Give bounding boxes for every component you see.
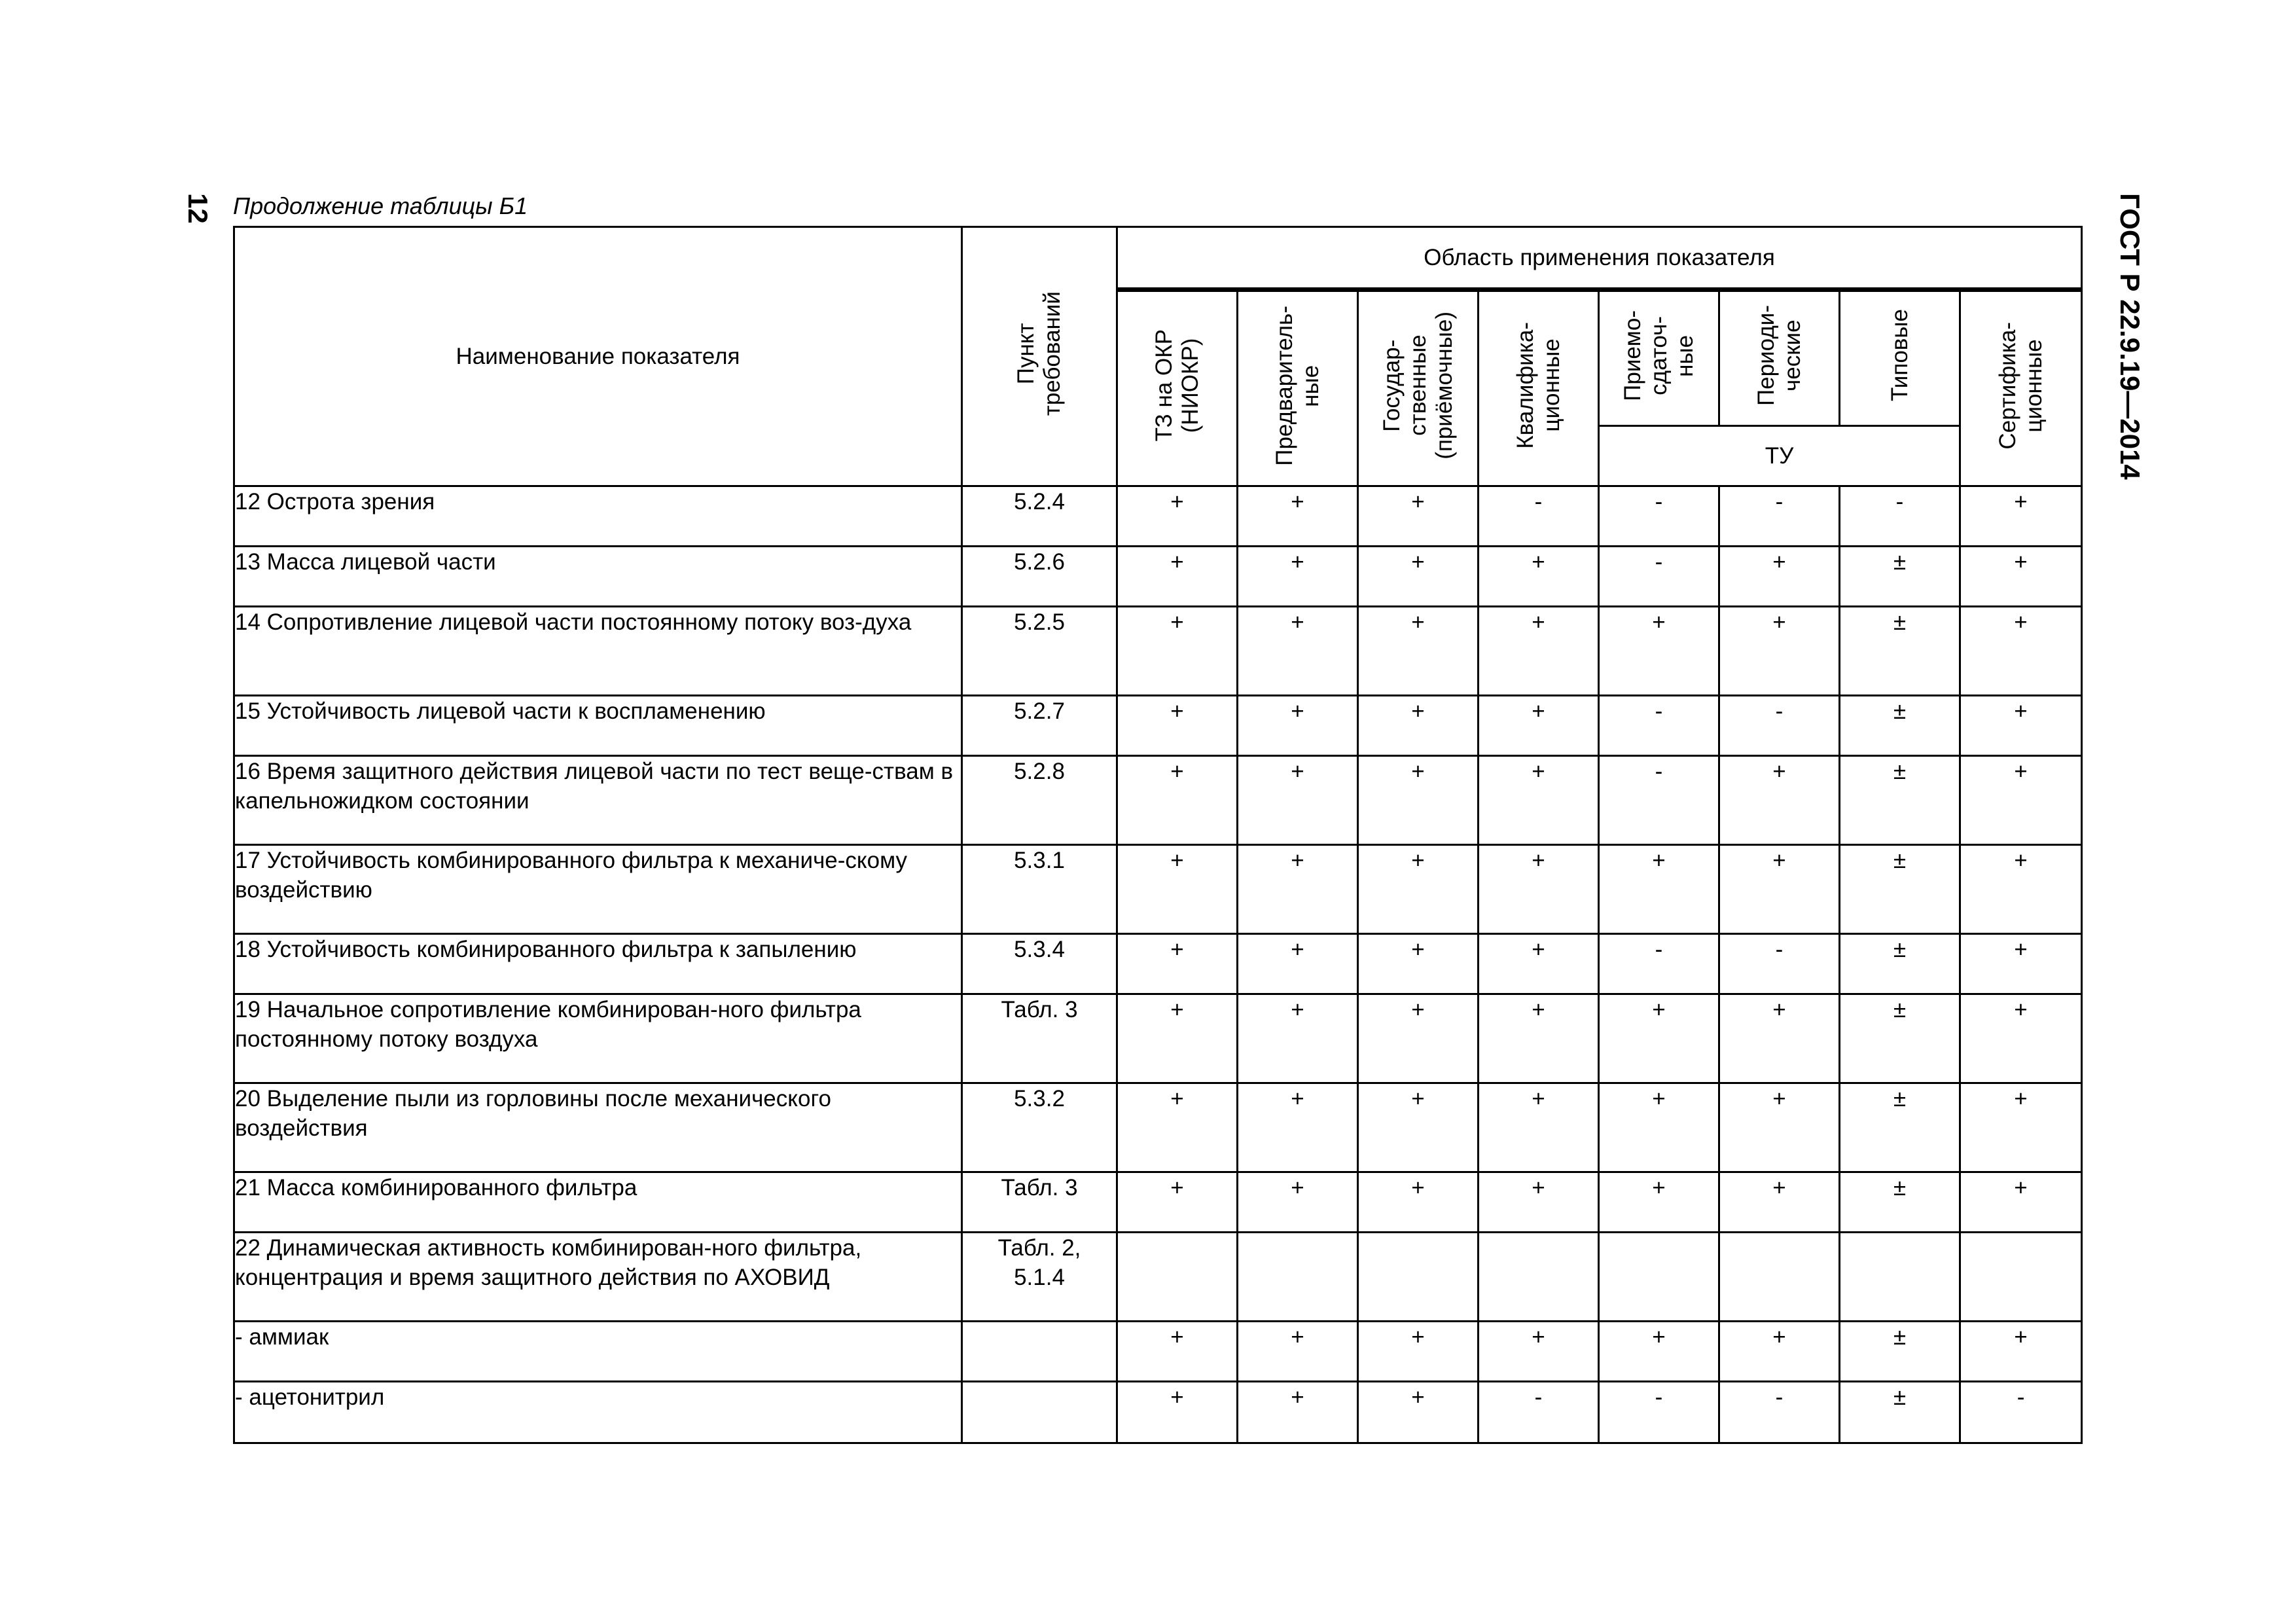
header-col-periodic: [1719, 290, 1840, 426]
row-applicability-mark: +: [1117, 486, 1238, 547]
table-row: [234, 486, 2082, 547]
row-applicability-mark: +: [1960, 994, 2082, 1083]
row-applicability-mark: +: [1719, 1172, 1840, 1233]
row-applicability-mark: ±: [1840, 607, 1960, 696]
row-clause: 5.2.6: [962, 547, 1117, 607]
row-applicability-mark: [1479, 1233, 1599, 1322]
row-indicator-name: 21 Масса комбинированного фильтра: [234, 1172, 962, 1233]
row-applicability-mark: +: [1960, 1083, 2082, 1172]
row-applicability-mark: +: [1238, 1083, 1358, 1172]
row-applicability-mark: [1719, 1233, 1840, 1322]
header-col-state: [1358, 290, 1479, 486]
header-col-text: Приемо- сдаточ- ные: [1619, 310, 1698, 401]
row-applicability-mark: +: [1238, 607, 1358, 696]
row-applicability-mark: +: [1117, 1083, 1238, 1172]
row-applicability-mark: +: [1358, 1322, 1479, 1382]
row-applicability-mark: +: [1358, 486, 1479, 547]
table-row: [234, 1322, 2082, 1382]
row-indicator-name: 15 Устойчивость лицевой части к воспламенению: [234, 696, 962, 756]
row-applicability-mark: +: [1358, 934, 1479, 994]
header-col-text: Сертифика- ционные: [1994, 321, 2047, 450]
row-applicability-mark: +: [1117, 845, 1238, 934]
row-applicability-mark: +: [1960, 1172, 2082, 1233]
row-applicability-mark: -: [1599, 696, 1719, 756]
row-applicability-mark: +: [1238, 1382, 1358, 1443]
row-indicator-name: 22 Динамическая активность комбинирован-ного фильтра, концентрация и время защитного действия по АХОВИД: [234, 1233, 962, 1322]
table-row: [234, 934, 2082, 994]
row-applicability-mark: [1238, 1233, 1358, 1322]
row-applicability-mark: +: [1117, 696, 1238, 756]
row-clause: [962, 1322, 1117, 1382]
header-col-text: Типовые: [1886, 309, 1912, 402]
row-applicability-mark: +: [1238, 934, 1358, 994]
row-clause: 5.3.2: [962, 1083, 1117, 1172]
table-body: [234, 486, 2082, 1443]
header-col-qualification: [1479, 290, 1599, 486]
row-applicability-mark: +: [1358, 1083, 1479, 1172]
row-indicator-name: - ацетонитрил: [234, 1382, 962, 1443]
row-applicability-mark: -: [1599, 486, 1719, 547]
table-row: [234, 607, 2082, 696]
row-indicator-name: 14 Сопротивление лицевой части постоянному потоку воз-духа: [234, 607, 962, 696]
row-indicator-name: - аммиак: [234, 1322, 962, 1382]
row-applicability-mark: +: [1117, 607, 1238, 696]
header-col-acceptance: [1599, 290, 1719, 426]
row-indicator-name: 17 Устойчивость комбинированного фильтра к механиче-скому воздействию: [234, 845, 962, 934]
row-applicability-mark: +: [1960, 934, 2082, 994]
row-applicability-mark: +: [1719, 1083, 1840, 1172]
row-applicability-mark: +: [1238, 845, 1358, 934]
row-indicator-name: 19 Начальное сопротивление комбинирован-ного фильтра постоянному потоку воздуха: [234, 994, 962, 1083]
row-clause: 5.3.4: [962, 934, 1117, 994]
row-applicability-mark: +: [1358, 547, 1479, 607]
row-applicability-mark: +: [1358, 845, 1479, 934]
row-applicability-mark: +: [1238, 547, 1358, 607]
header-scope: Область применения показателя: [1117, 227, 2082, 290]
header-col-tz-okr: [1117, 290, 1238, 486]
indicator-table: [233, 226, 2083, 1444]
row-applicability-mark: -: [1719, 486, 1840, 547]
row-applicability-mark: -: [1599, 934, 1719, 994]
row-clause: Табл. 3: [962, 1172, 1117, 1233]
row-applicability-mark: +: [1238, 486, 1358, 547]
row-applicability-mark: +: [1117, 547, 1238, 607]
row-indicator-name: 18 Устойчивость комбинированного фильтра к запылению: [234, 934, 962, 994]
row-applicability-mark: -: [1479, 486, 1599, 547]
header-col-type: [1840, 290, 1960, 426]
row-indicator-name: 20 Выделение пыли из горловины после механического воздействия: [234, 1083, 962, 1172]
row-applicability-mark: -: [1599, 547, 1719, 607]
row-applicability-mark: [1840, 1233, 1960, 1322]
table-row: [234, 547, 2082, 607]
row-applicability-mark: +: [1358, 607, 1479, 696]
header-name: Наименование показателя: [234, 227, 962, 486]
row-applicability-mark: +: [1599, 607, 1719, 696]
row-applicability-mark: +: [1479, 547, 1599, 607]
row-applicability-mark: +: [1960, 756, 2082, 845]
row-applicability-mark: +: [1599, 1322, 1719, 1382]
row-clause: 5.2.4: [962, 486, 1117, 547]
row-clause: 5.3.1: [962, 845, 1117, 934]
table-row: [234, 1233, 2082, 1322]
row-applicability-mark: +: [1599, 1172, 1719, 1233]
table-row: [234, 1083, 2082, 1172]
header-col-preliminary: [1238, 290, 1358, 486]
row-applicability-mark: +: [1479, 607, 1599, 696]
row-applicability-mark: ±: [1840, 696, 1960, 756]
row-clause: 5.2.7: [962, 696, 1117, 756]
row-applicability-mark: +: [1358, 696, 1479, 756]
row-applicability-mark: +: [1599, 1083, 1719, 1172]
row-applicability-mark: -: [1840, 486, 1960, 547]
row-applicability-mark: +: [1238, 1172, 1358, 1233]
row-applicability-mark: ±: [1840, 1083, 1960, 1172]
row-clause: 5.2.8: [962, 756, 1117, 845]
row-applicability-mark: -: [1719, 934, 1840, 994]
header-col-text: Квалифика- ционные: [1512, 322, 1564, 449]
row-applicability-mark: +: [1238, 756, 1358, 845]
row-applicability-mark: -: [1599, 756, 1719, 845]
row-applicability-mark: +: [1358, 756, 1479, 845]
row-applicability-mark: -: [1479, 1382, 1599, 1443]
page-number: 12: [183, 193, 213, 224]
row-applicability-mark: +: [1960, 696, 2082, 756]
header-col-text: Предваритель- ные: [1271, 305, 1323, 466]
row-applicability-mark: +: [1117, 1382, 1238, 1443]
row-applicability-mark: +: [1479, 934, 1599, 994]
table-row: [234, 1172, 2082, 1233]
row-applicability-mark: -: [1719, 1382, 1840, 1443]
row-indicator-name: 12 Острота зрения: [234, 486, 962, 547]
row-applicability-mark: +: [1960, 486, 2082, 547]
row-applicability-mark: [1960, 1233, 2082, 1322]
row-applicability-mark: ±: [1840, 756, 1960, 845]
row-clause: 5.2.5: [962, 607, 1117, 696]
row-clause: [962, 1382, 1117, 1443]
row-applicability-mark: ±: [1840, 845, 1960, 934]
row-applicability-mark: +: [1719, 994, 1840, 1083]
row-indicator-name: 13 Масса лицевой части: [234, 547, 962, 607]
row-applicability-mark: -: [1960, 1382, 2082, 1443]
row-applicability-mark: +: [1238, 1322, 1358, 1382]
row-applicability-mark: +: [1599, 845, 1719, 934]
row-applicability-mark: ±: [1840, 934, 1960, 994]
row-applicability-mark: +: [1238, 994, 1358, 1083]
row-applicability-mark: +: [1117, 756, 1238, 845]
header-col-text: Периоди- ческие: [1753, 305, 1805, 406]
row-applicability-mark: +: [1238, 696, 1358, 756]
row-applicability-mark: ±: [1840, 547, 1960, 607]
row-applicability-mark: +: [1117, 1322, 1238, 1382]
table-row: [234, 696, 2082, 756]
row-applicability-mark: +: [1479, 845, 1599, 934]
row-indicator-name: 16 Время защитного действия лицевой части по тест веще-ствам в капельножидком состоянии: [234, 756, 962, 845]
row-applicability-mark: +: [1960, 1322, 2082, 1382]
row-applicability-mark: ±: [1840, 1382, 1960, 1443]
row-applicability-mark: +: [1479, 994, 1599, 1083]
row-applicability-mark: [1358, 1233, 1479, 1322]
row-applicability-mark: [1117, 1233, 1238, 1322]
row-applicability-mark: +: [1358, 1382, 1479, 1443]
row-applicability-mark: +: [1117, 1172, 1238, 1233]
row-applicability-mark: +: [1960, 845, 2082, 934]
header-tu: ТУ: [1599, 426, 1960, 486]
table-row: [234, 994, 2082, 1083]
row-applicability-mark: +: [1719, 607, 1840, 696]
row-applicability-mark: +: [1479, 696, 1599, 756]
row-clause: Табл. 3: [962, 994, 1117, 1083]
document-code: ГОСТ Р 22.9.19—2014: [2115, 193, 2145, 480]
row-applicability-mark: +: [1479, 1083, 1599, 1172]
row-applicability-mark: +: [1599, 994, 1719, 1083]
row-applicability-mark: +: [1479, 1322, 1599, 1382]
row-applicability-mark: +: [1358, 994, 1479, 1083]
table-row: [234, 756, 2082, 845]
row-applicability-mark: ±: [1840, 994, 1960, 1083]
table-continuation-caption: Продолжение таблицы Б1: [233, 192, 528, 219]
row-applicability-mark: +: [1719, 1322, 1840, 1382]
row-applicability-mark: +: [1960, 547, 2082, 607]
row-applicability-mark: -: [1599, 1382, 1719, 1443]
header-clause: [962, 227, 1117, 486]
header-col-certification: [1960, 290, 2082, 486]
row-applicability-mark: +: [1719, 845, 1840, 934]
table-row: [234, 1382, 2082, 1443]
row-applicability-mark: +: [1479, 756, 1599, 845]
row-applicability-mark: +: [1117, 934, 1238, 994]
row-applicability-mark: +: [1960, 607, 2082, 696]
table-row: [234, 845, 2082, 934]
row-applicability-mark: +: [1479, 1172, 1599, 1233]
row-applicability-mark: [1599, 1233, 1719, 1322]
header-clause-text: Пункт требований: [1013, 291, 1065, 416]
header-col-text: ТЗ на ОКР (НИОКР): [1151, 329, 1203, 442]
row-applicability-mark: ±: [1840, 1322, 1960, 1382]
header-col-text: Государ- ственные (приёмочные): [1378, 312, 1457, 460]
row-applicability-mark: +: [1719, 547, 1840, 607]
row-applicability-mark: +: [1358, 1172, 1479, 1233]
row-applicability-mark: ±: [1840, 1172, 1960, 1233]
row-clause: Табл. 2, 5.1.4: [962, 1233, 1117, 1322]
row-applicability-mark: +: [1117, 994, 1238, 1083]
row-applicability-mark: -: [1719, 696, 1840, 756]
row-applicability-mark: +: [1719, 756, 1840, 845]
